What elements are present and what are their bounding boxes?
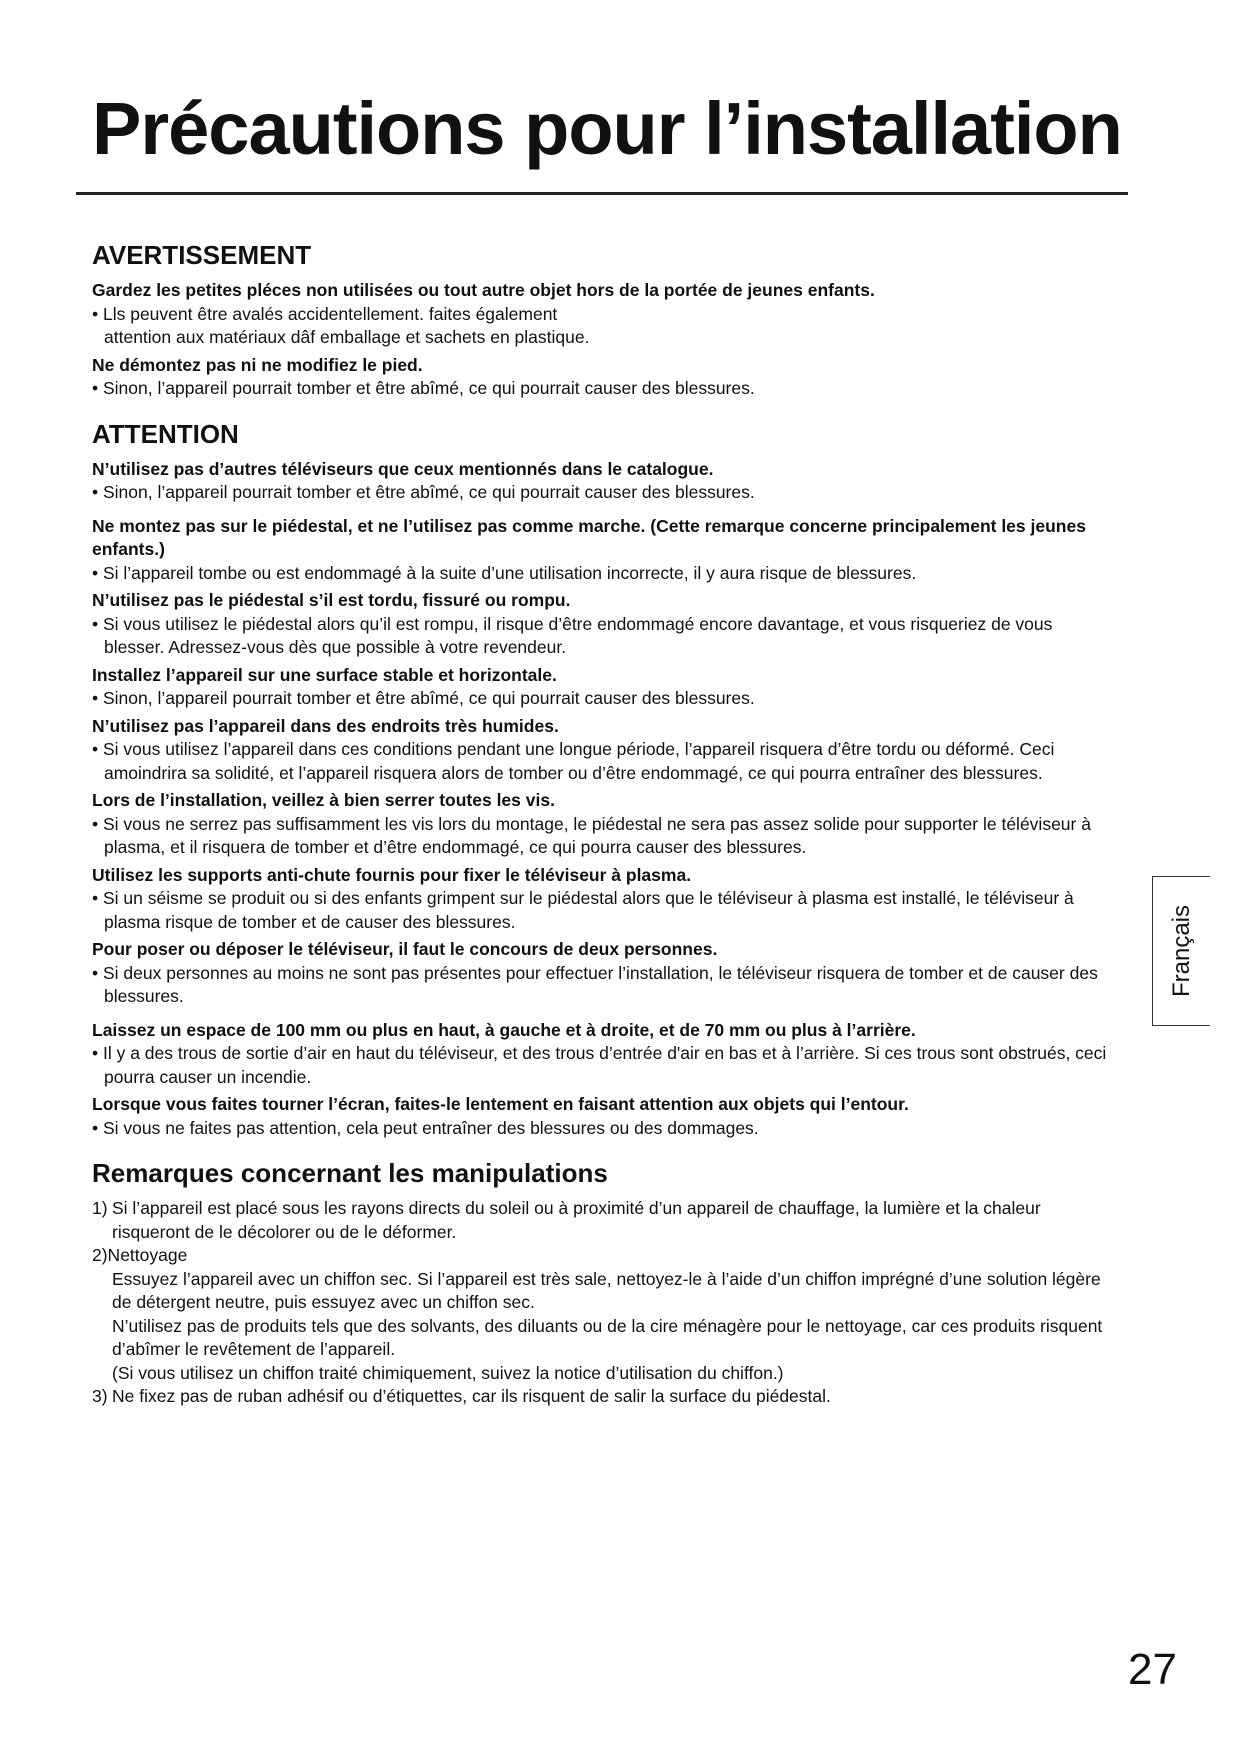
remark-text: Si l’appareil est placé sous les rayons directs du soleil ou à proximité d’un appareil de chauffage, la lumière et la chaleur risqueront de le décolorer ou de le déformer. [112,1198,1041,1242]
remarks-heading: Remarques concernant les manipulations [92,1158,608,1188]
remark-paragraph: (Si vous utilisez un chiffon traité chimiquement, suivez la notice d’utilisation du chiffon.) [112,1362,784,1383]
caution-item-bullet: • Si l’appareil tombe ou est endommagé à la suite d’une utilisation incorrecte, il y aura risque de blessures. [92,562,917,583]
warning-item-heading: Gardez les petites pléces non utilisées ou tout autre objet hors de la portée de jeunes enfants. [92,280,875,300]
warning-item-bullet: • Lls peuvent être avalés accidentellement. faites également [92,303,558,324]
caution-item-heading: N’utilisez pas le piédestal s’il est tordu, fissuré ou rompu. [92,590,571,610]
remark-number: 3) [92,1386,108,1406]
caution-item-heading: N’utilisez pas d’autres téléviseurs que ceux mentionnés dans le catalogue. [92,458,714,479]
warning-item [92,354,1112,401]
caution-item-bullet: • Si un séisme se produit ou si des enfants grimpent sur le piédestal alors que le téléviseur à plasma est installé, le téléviseur à plasma risque de tomber et de causer des blessures. [92,888,1074,932]
page-number: 27 [1128,1645,1177,1694]
caution-item [92,938,1112,1009]
remark-item-label: 2)Nettoyage [92,1245,188,1265]
caution-item-heading: Lors de l’installation, veillez à bien serrer toutes les vis. [92,790,555,810]
warning-heading: AVERTISSEMENT [92,240,312,270]
caution-item-bullet: • Sinon, l’appareil pourrait tomber et être abîmé, ce qui pourrait causer des blessures. [92,688,755,708]
caution-section [92,419,1112,1141]
caution-item-bullet: • Il y a des trous de sortie d’air en haut du téléviseur, et des trous d’entrée d'air en bas et à l’arrière. Si ces trous sont obstrués, ceci pourra causer un incendie. [92,1043,1107,1087]
caution-item-heading: Laissez un espace de 100 mm ou plus en haut, à gauche et à droite, et de 70 mm ou plus à l’arrière. [92,1019,916,1040]
caution-item-bullet: • Si vous ne serrez pas suffisamment les vis lors du montage, le piédestal ne sera pas assez solide pour supporter le téléviseur à plasma, et il risquera de tomber et d’être endommagé, ce qui pourra causer des blessures. [92,813,1091,857]
warning-item [92,279,1112,350]
caution-item-heading: Lorsque vous faites tourner l’écran, faites-le lentement en faisant attention aux objets qui l’entour. [92,1094,909,1114]
remark-paragraph: Essuyez l’appareil avec un chiffon sec. Si l’appareil est très sale, nettoyez-le à l’aide d’un chiffon imprégné d’une solution légère de détergent neutre, puis essuyez avec un chiffon sec. [112,1268,1101,1312]
remark-item [92,1197,1112,1244]
caution-item-bullet: • Si vous utilisez l’appareil dans ces conditions pendant une longue période, l’appareil risquera d’être tordu ou déformé. Ceci amoindrira sa solidité, et l’appareil risquera alors de tomber ou d’être endommagé, ce qui pourra entraîner des blessures. [92,739,1055,783]
caution-item-bullet: • Si deux personnes au moins ne sont pas présentes pour effectuer l’installation, le téléviseur risquera de tomber et de causer des blessures. [92,962,1098,1006]
warning-item-bullet-continued: attention aux matériaux dâf emballage et sachets en plastique. [104,327,590,347]
caution-item [92,515,1112,586]
caution-item [92,715,1112,786]
caution-item-heading: Ne montez pas sur le piédestal, et ne l’utilisez pas comme marche. (Cette remarque concerne principalement les jeunes enfants.) [92,515,1086,559]
caution-item-bullet: • Sinon, l’appareil pourrait tomber et être abîmé, ce qui pourrait causer des blessures. [92,482,755,502]
caution-item-heading: Installez l’appareil sur une surface stable et horizontale. [92,664,557,685]
caution-item [92,458,1112,505]
warning-section [92,240,1112,401]
remark-paragraph: N’utilisez pas de produits tels que des solvants, des diluants ou de la cire ménagère pour le nettoyage, car ces produits risquent d’abîmer le revêtement de l’appareil. [112,1315,1103,1359]
caution-item-bullet: • Si vous ne faites pas attention, cela peut entraîner des blessures ou des dommages. [92,1117,759,1138]
remarks-section [92,1158,1112,1409]
language-tab-label: Français [1167,904,1195,998]
remark-number: 1) [92,1198,108,1218]
caution-item-heading: N’utilisez pas l’appareil dans des endroits très humides. [92,715,559,736]
warning-item-bullet: • Sinon, l’appareil pourrait tomber et être abîmé, ce qui pourrait causer des blessures. [92,378,755,398]
page-title: Précautions pour l’installation [92,87,1122,170]
language-tab [1152,876,1210,1026]
remark-text: Ne fixez pas de ruban adhésif ou d’étiquettes, car ils risquent de salir la surface du piédestal. [112,1386,831,1406]
caution-item-heading: Utilisez les supports anti-chute fournis pour fixer le téléviseur à plasma. [92,864,692,885]
caution-item-heading: Pour poser ou déposer le téléviseur, il faut le concours de deux personnes. [92,939,718,959]
warning-item-heading: Ne démontez pas ni ne modifiez le pied. [92,354,423,375]
title-divider [76,192,1128,195]
caution-item-bullet: • Si vous utilisez le piédestal alors qu’il est rompu, il risque d’être endommagé encore davantage, et vous risqueriez de vous blesser. Adressez-vous dès que possible à votre revendeur. [92,613,1053,657]
main-content [92,240,1112,1427]
caution-item [92,864,1112,935]
remark-item [92,1385,1112,1409]
caution-heading: ATTENTION [92,418,239,449]
caution-item [92,589,1112,660]
caution-item [92,1019,1112,1090]
caution-item [92,789,1112,860]
caution-item [92,1093,1112,1140]
caution-item [92,664,1112,711]
